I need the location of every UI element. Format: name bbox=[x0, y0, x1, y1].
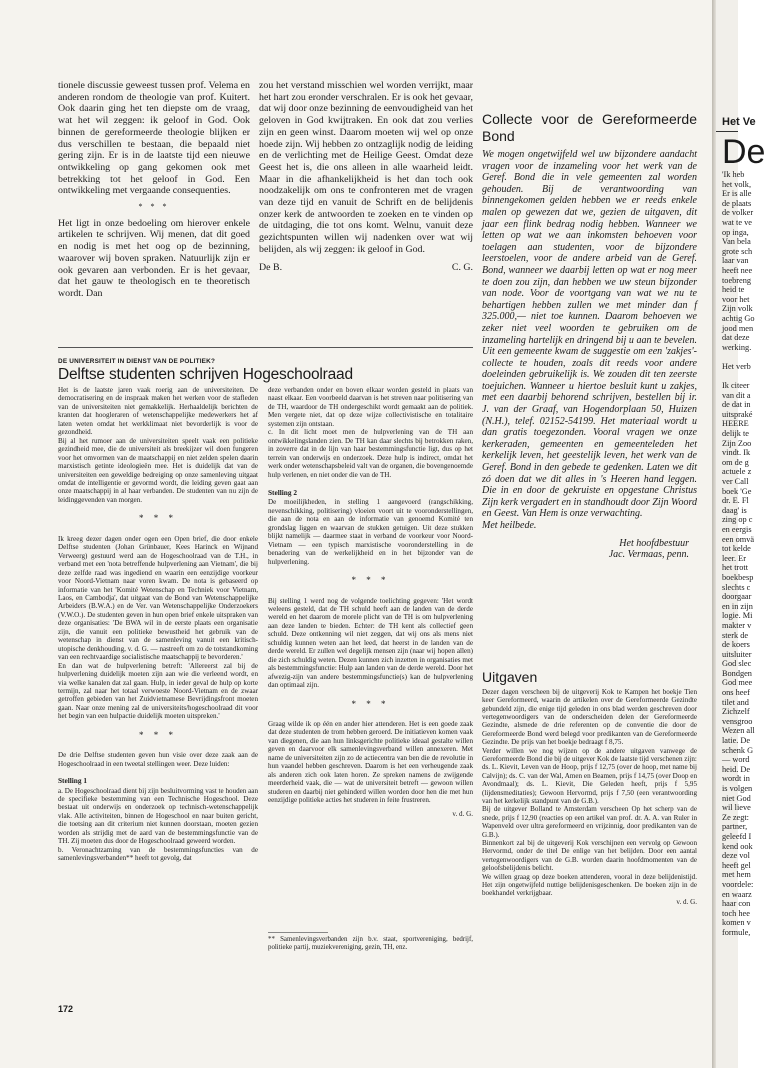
uitgaven-paragraph: Binnenkort zal bij de uitgeverij Kok verschijnen een vervolg op Gewoon Hervormd, onder de titel De enlige van het belijden. Door een aantal vertegenwoordigers van de G.B. worden daarin hoofdmomenten van de geloofsbelijdenis belicht. bbox=[482, 839, 697, 873]
right-page-line: en waarz bbox=[722, 889, 752, 899]
right-page-line: op inga, bbox=[722, 227, 749, 237]
stelling-2-text: De moeilijkheden, in stelling 1 aangevoerd (rangschikking, nevenschikking, politisering) vloeien voort uit te vooronderstellingen, die aan de nota en aan de informatie van genoemd Komité ten grondslag liggen en waarvan de stukken getuigen. Uit deze stukken blijkt namelijk — daarmee staat in verband de voorkeur voor Noord-Vietnam — een typisch marxistische vooronderstelling in de benadering van de werkelijkheid en in het bijzonder van de hulpverlening. bbox=[268, 498, 473, 566]
uitgaven-paragraph: Verder willen we nog wijzen op de andere uitgaven vanwege de Gereformeerde Bond die bij de uitgever Kok de laatste tijd verschenen zijn: bbox=[482, 746, 697, 763]
right-page-line: sterk de bbox=[722, 630, 749, 640]
right-page-line: Ze zegt: bbox=[722, 812, 749, 822]
right-page-line: kend ook bbox=[722, 841, 753, 851]
right-page-line: een omvä bbox=[722, 534, 755, 544]
article-paragraph: Bij al het rumoer aan de universiteiten speelt vaak een politieke gezindheid mee, die de universiteit als breekijzer wil doen fungeren voor het omvormen van de maatschappij en niet zelden spelen daarin marxistisch getinte ideologieën mee. Het is duidelijk dat van de universiteiten een geweldige bedreiging op onze samenleving uitgaat omdat de intelligentie er gevormd wordt, die leiding geven gaat aan onze maatschappij in al haar verbanden. De studenten van nu zijn de leidinggevenden van morgen. bbox=[58, 436, 258, 504]
right-page-line: toch hee bbox=[722, 908, 750, 918]
right-page-line: deze vol bbox=[722, 851, 750, 861]
article-paragraph: En dan wat de hulpverlening betreft: 'Allereerst zal bij de hulpverlening duidelijk moeten zijn aan wie die verleend wordt, en via welke kanalen dat zal gaan. Hulp, in ieder geval de hulp op korte termijn, zal naar het totaal verwoeste Noord-Vietnam en de zwaar getroffen gebieden van het Zuidvietnamese Bevrijdingsfront moeten gaan. Naar onze mening zal de universiteits/hogeschoolraad dit voor het begin van een hulpactie duidelijk moeten uitspreken.' bbox=[58, 661, 258, 721]
right-page-line: grote sch bbox=[722, 246, 753, 256]
article-divider bbox=[58, 347, 473, 348]
footnote-rule bbox=[268, 932, 328, 933]
right-page-line: zing op c bbox=[722, 515, 753, 525]
right-page-line: de plaats bbox=[722, 198, 752, 208]
right-page-line: het trott bbox=[722, 563, 749, 573]
article-paragraph: Graag wilde ik op één en ander hier attenderen. Het is een goede zaak dat deze studenten de trom hebben geroerd. De initiatieven komen vaak van diegenen, die aan hun linksgerichte politieke ideaal gestalte willen geven en daarvoor elk samenlevingsverband willen annexeren. Met name de universiteiten zijn zo de actiecentra van ben die de revolutie in hun vaandel hebben geschreven. Daarom is het een verheugende zaak als anderen zich ook laten horen. Ze spreken namens de zwijgende meerderheid vaak, die — wat de universiteit betreft — gewoon willen studeren en daarbij niet gehinderd willen worden door hen die met hun eenzijdige politieke acties het studeren in feite frustreren. bbox=[268, 719, 473, 805]
right-page-line: Het verb bbox=[722, 361, 751, 371]
uitgaven-title: Uitgaven bbox=[482, 669, 538, 685]
top-paragraph-2: Het ligt in onze bedoeling om hierover enkele artikelen te schrijven. Wij menen, dat dit goed en nodig is met het oog op de bezinning, waarover wij boven spraken. Natuurlijk zijn er ook gevaren aan verbonden. Er is het gevaar, dat het gauw te theologisch en te theoretisch wordt. Dan bbox=[58, 217, 250, 299]
right-page-line: uitspraké bbox=[722, 409, 753, 419]
collecte-section bbox=[482, 111, 697, 561]
uitgaven-section bbox=[482, 669, 697, 906]
right-page-line: — word bbox=[722, 755, 750, 765]
right-page-line: haar con bbox=[722, 899, 751, 909]
article-column-2 bbox=[268, 386, 473, 819]
right-page-line: heid. De bbox=[722, 764, 751, 774]
right-page-line: toebreng bbox=[722, 275, 752, 285]
stelling-2-heading: Stelling 2 bbox=[268, 487, 297, 497]
right-page-line: Zijn volk bbox=[722, 304, 753, 314]
right-page-line: Zijn Zoo bbox=[722, 438, 752, 448]
article-paragraph: c. In dit licht moet men de hulpverlening van de TH aan ontwikkelingslanden zien. De TH kan daar slechts bij betrokken raken, in zoverre dat in de lijn van haar bestemmingsfunctie ligt, dus op het terrein van onderwijs en onderzoek. Deze hulp is indirect, omdat het werk onder wetenschapsbeleid valt van de organen, die bovengenoemde hulp verlenen, en niet onder die van de TH. bbox=[268, 428, 473, 479]
right-page-line: Van bela bbox=[722, 237, 751, 247]
right-page-line: heeft nee bbox=[722, 265, 753, 275]
right-page-line bbox=[722, 352, 782, 362]
top-column-2 bbox=[259, 80, 473, 273]
right-page-line: 'Ik heb bbox=[722, 170, 745, 179]
right-page-line: wordt in bbox=[722, 774, 750, 784]
right-page-line: Er is alle bbox=[722, 189, 752, 199]
article-paragraph: deze verbanden onder en boven elkaar worden gesteld in plaats van naast elkaar. Een voorbeeld daarvan is het streven naar politisering van de TH, waardoor de TH ondergeschikt wordt gemaakt aan de politiek. Men vergete niet, dat op deze wijze collectivistische en totalitaire systemen zijn ontstaan. bbox=[268, 386, 473, 428]
right-page-line: niet God bbox=[722, 793, 751, 803]
section-divider: * * * bbox=[139, 513, 177, 524]
page-number: 172 bbox=[58, 1004, 74, 1014]
right-page-line: van dit a bbox=[722, 390, 751, 400]
right-page-line: wat te ve bbox=[722, 217, 752, 227]
right-page-line: tilet and bbox=[722, 697, 749, 707]
right-page-line: schenk G bbox=[722, 745, 754, 755]
collecte-signature bbox=[482, 538, 697, 561]
right-page-line: de dat in bbox=[722, 400, 751, 410]
article-column-1 bbox=[58, 386, 258, 863]
right-page-line: Zichzelf bbox=[722, 707, 750, 717]
right-page-line: tot kelde bbox=[722, 544, 751, 554]
right-page-line: met hem bbox=[722, 870, 751, 880]
right-page-header: Het Ve bbox=[722, 116, 756, 128]
right-page-line: jood men bbox=[722, 323, 754, 333]
right-page-line: formule, bbox=[722, 927, 751, 937]
right-page-line: heid te bbox=[722, 285, 745, 295]
right-page-line: Bondgen bbox=[722, 668, 752, 678]
collecte-title: Collecte voor de Gereformeerde Bond bbox=[482, 111, 697, 144]
section-divider: * * * bbox=[139, 729, 177, 740]
right-page-line: om de g bbox=[722, 457, 749, 467]
signature-left: De B. bbox=[259, 261, 283, 273]
right-page-line: dr. E. Fl bbox=[722, 496, 749, 506]
top-paragraph-3: zou het verstand misschien wel worden verrijkt, maar het hart zou eronder verschralen. Er is ook het gevaar, dat wij door onze bezinning de eenvoudigheid van het geloven in God kwijtraken. En ook dat zou verlies zijn en geen winst. Daarom moeten wij wel op onze hoede zijn. Wij hebben zo ontzaglijk nodig de leiding en de verlichting met de Heilige Geest. Omdat deze Geest het is, die ons alleen in alle waarheid leidt. Maar in die afhankelijkheid is het dan toch ook noodzakelijk om ons te confronteren met de vragen van deze tijd en vanuit de Schrift en de belijdenis onzer kerk de antwoorden te zoeken en te vinden op de uitdaging, die tot ons komt. Welnu, vanuit deze gezichtspunten willen wij nadenken over wat wij belijden, als wij zeggen: ik geloof in God. bbox=[259, 80, 473, 255]
right-page-rule bbox=[716, 131, 738, 132]
stelling-1-b: b. Veronachtzaming van de bestemmingsfuncties van de samenlevingsverbanden** heeft tot gevolg, dat bbox=[58, 845, 258, 863]
section-divider: * * * bbox=[351, 698, 390, 709]
uitgaven-paragraph: Bij de uitgever Bolland te Amsterdam verscheen Op het scherp van de snede, prijs f 12,90 (reacties op een artikel van prof. dr. A. A. van Ruler in Wapenveld over ultra gereformeerd en vrijzinnig, door predikanten van de G.B.). bbox=[482, 805, 697, 839]
uitgaven-paragraph: ds. L. Kievit, Leven van de Hoop, prijs f 12,75 (over de hoop, met name bij Calvijn); ds. C. van der Wal, Amen en Beamen, prijs f 14,75 (over Doop en Avondmaal); ds. L. Kievit, Die Geleden heeft, prijs f 5,95 (lijdensmeditaties); Gewoon Hervormd, prijs f 7,50 (een verantwoording van het kerkelijk standpunt van de G.B.). bbox=[482, 763, 697, 805]
right-page-line: wil lieve bbox=[722, 803, 751, 813]
right-page-line: leer. Er bbox=[722, 553, 746, 563]
top-column-1 bbox=[58, 80, 250, 300]
right-page-line: God mee bbox=[722, 678, 753, 688]
right-page-line: de koers bbox=[722, 640, 750, 650]
right-page-line: Wezen all bbox=[722, 726, 755, 736]
signature-board: Het hoofdbestuur bbox=[619, 537, 689, 549]
article-headline: Delftse studenten schrijven Hogeschoolraad bbox=[58, 366, 353, 383]
stelling-1-a: a. De Hogeschoolraad dient bij zijn besluitvorming vast te houden aan de specifieke bestemming van een Technische Hogeschool. Deze bestaat uit onderwijs en onderzoek op technisch-wetenschappelijk vlak. Alle activiteiten, binnen de Hogeschool en naar buiten gericht, die toetsing aan dit criterium niet kunnen doorstaan, moeten gezien worden als strijdig met de aard van de bestemmingsfunctie van de TH. Zij moeten dus door de Hogeschoolraad geweerd worden. bbox=[58, 786, 258, 846]
collecte-closing: Met heilbede. bbox=[482, 520, 537, 531]
uitgaven-paragraph: Dezer dagen verscheen bij de uitgeverij Kok te Kampen het boekje Tien keer Gereformeerd, waarin de artikelen over de Gereformeerde Gezindte gebundeld zijn, die enige tijd geleden in ons blad werden geschreven door vertegenwoordigers van de onderscheiden delen der Gereformeerde Gezindte, alsmede de drie referenten op de conventie die door de Gereformeerde Bond werd belegd voor predikanten van de Gereformeerde Gezindte. De prijs van het boekje bedraagt f 8,75. bbox=[482, 687, 697, 747]
right-page-line: God slec bbox=[722, 659, 752, 669]
right-page-line: het volk, bbox=[722, 179, 752, 189]
uitgaven-signature: v. d. G. bbox=[676, 897, 697, 906]
right-page-line: slechts c bbox=[722, 582, 751, 592]
article-paragraph: Ik kreeg dezer dagen onder ogen een Open brief, die door enkele Delftse studenten (Johan Grünbauer, Kees Harinck en Wijnand Verweerg) gestuurd werd aan de Hogeschoolraad van de T.H., in verband met een 'nota betreffende hulpverlening aan Vietnam', die bij deze zelfde raad was ingediend en waarin een eenzijdige voorkeur voor Noord-Vietnam naar voren kwam. De nota is gebaseerd op informatie van het 'Komité Wetenschap en Techniek voor Vietnam, Laos, en Cambodja', dat uitgaat van de Bond van Wetenschappelijke Arbeiders (B.W.A.) en de Ver. van Wetenschappelijke Onderzoekers (V.W.O.). De studenten geven in hun open brief enkele uitspraken van deze organisaties: 'De BWA wil in de eerste plaats een organisatie zijn, die vanuit een politieke bewustheid het gebruik van de wetenschap in dienst van de samenleving vanuit een kritisch-utopische denkhouding, v. d. G. — nastreeft om zo de totstandkoming van een rechtvaardige socialistische maatschappij te bevorderen.' bbox=[58, 534, 258, 662]
article-paragraph: Bij stelling 1 werd nog de volgende toelichting gegeven: 'Het wordt weleens gesteld, dat de TH schuld heeft aan de landen van de derde wereld en het daarom de morele plicht van de TH is om hulpverlening aan deze landen te bieden. Echter: de TH kent als collectief geen schuld. Deze ontkenning wil niet zeggen, dat wij ons als mens niet schuldig kunnen weten aan het leed, dat heerst in de landen van de derde wereld. Er zullen wel degelijk mensen zijn (naar wij hopen allen) die zich schuldig weten. Dezen kunnen zich inzetten in organisaties met als bestemmingsfunctie: Hulp aan landen van de derde wereld. Door het afwezig-zijn van andere bestemmingsfunctie(s) kan de hulpverlening dan optimaal zijn. bbox=[268, 596, 473, 690]
right-page-line: boek 'Ge bbox=[722, 486, 752, 496]
right-page-title: De bbox=[722, 133, 766, 171]
right-page-line bbox=[722, 371, 782, 381]
right-page-line: de volker bbox=[722, 208, 754, 218]
right-page-fragment bbox=[716, 0, 766, 1068]
article-kicker: DE UNIVERSITEIT IN DIENST VAN DE POLITIEK? bbox=[58, 358, 216, 365]
right-page-line: heeft gel bbox=[722, 860, 751, 870]
right-page-line: vindt. Ik bbox=[722, 448, 751, 458]
right-page-text bbox=[722, 170, 782, 938]
right-page-line: voordele: bbox=[722, 879, 754, 889]
right-page-line: ons heef bbox=[722, 688, 750, 698]
signature-person: Jac. Vermaas, penn. bbox=[608, 549, 689, 561]
article-signature: v. d. G. bbox=[452, 810, 473, 819]
stelling-1-heading: Stelling 1 bbox=[58, 776, 87, 786]
right-page-line: en eergis bbox=[722, 524, 752, 534]
right-page-line: daag' is bbox=[722, 505, 747, 515]
right-page-line: laar van bbox=[722, 256, 749, 266]
article-paragraph: De drie Delftse studenten geven hun visie over deze zaak aan de Hogeschoolraad in een tweetal stellingen weer. Deze luiden: bbox=[58, 751, 258, 768]
top-paragraph-1: tionele discussie geweest tussen prof. Velema en anderen rondom de theologie van prof. Kuitert. Ook daarin ging het ten diepste om de vraag, wat het wil zeggen: ik geloof in God. Ook binnen de gereformeerde theologie blijken er dus verschillen te bestaan, die bepaald niet gering zijn. Er is in de laatste tijd een nieuwe ontwikkeling op gang gekomen ook met betrekking tot het geloof in God. Een ontwikkeling met vergaande consequenties. bbox=[58, 80, 250, 197]
footnote: ** Samenlevingsverbanden zijn b.v. staat, sportvereniging, bedrijf, politieke partij, muziekvereniging, gezin, TH, enz. bbox=[268, 936, 473, 952]
right-page-line: dat deze bbox=[722, 333, 750, 343]
right-page-line: HEERE bbox=[722, 419, 749, 429]
right-page-line: vensgroo bbox=[722, 716, 753, 726]
right-page-line: is volgen bbox=[722, 784, 753, 793]
signature-right: C. G. bbox=[451, 261, 473, 273]
right-page-line: doorgaar bbox=[722, 592, 752, 602]
top-signature bbox=[259, 262, 473, 274]
collecte-body: We mogen ongetwijfeld wel uw bijzondere aandacht vragen voor de inzameling voor het werk van de Geref. Bond die in vele gemeenten zal worden gehouden. Bij de verantwoording van binnengekomen gelden hebben we er reeds enkele malen op gewezen dat we, gezien de uitgaven, dit jaar een flink bedrag nodig hebben. Wanneer we letten op wat we aan inkomsten behoeven voor toelagen aan studenten, voor de bijzondere leerstoelen, voor de andere arbeid van de Geref. Bond, wanneer we daarbij letten op wat er nog meer te doen zou zijn, dan hebben we uw steun bijzonder van node. Voor de voortgang van wat we nu te behartigen hebben zullen we met minder dan f 325.000,— niet toe kunnen. Daarom behoeven we zeker niet veel woorden te gebruiken om de inzameling hartelijk en dringend bij u aan te bevelen. Uit een gemeente kwam de suggestie om een 'zakjes'-collecte te houden, zoals dit reeds voor andere doeleinden gebruikelijk is. We zouden dit ten zeerste toejuichen. Wanneer u hiertoe besluit kunt u zakjes, met een daarbij behorend schrijven, bestellen bij ir. J. van der Graaf, van Hogendorplaan 50, Huizen (N.H.), telef. 02152-54199. Het materiaal wordt u dan gratis toegezonden. Vooral vragen we onze kerkeraden, gemeenten en gemeenteleden het kerkelijk leven, het geestelijk leven, het werk van de Geref. Bond in den gebede te gedenken. Laten we dit zó doen dat we dit alles in 's Heeren hand leggen. Die in en door de gekruiste en opgestane Christus Zijn kerk vergadert en in standhoudt door Zijn Woord en Geest. Van Hem is onze verwachting. bbox=[482, 149, 697, 520]
section-divider: * * * bbox=[138, 202, 170, 212]
right-page-line: achtig Go bbox=[722, 313, 755, 323]
right-page-line: latie. De bbox=[722, 736, 751, 746]
uitgaven-body bbox=[482, 688, 697, 907]
right-page-line: boekbesp bbox=[722, 572, 754, 582]
right-page-line: partner, bbox=[722, 822, 748, 832]
right-page-line: geleefd I bbox=[722, 831, 752, 841]
right-page-line: makter v bbox=[722, 620, 752, 630]
right-page-line: uitsluiter bbox=[722, 649, 752, 659]
right-page-line: komen v bbox=[722, 918, 751, 928]
uitgaven-paragraph: We willen graag op deze boeken attenderen, vooral in deze belijdenistijd. Het zijn ongetwijfeld nuttige belijdenisgeschenken. De boeken zijn in de boekhandel verkrijgbaar. bbox=[482, 872, 697, 898]
right-page-line: voor het bbox=[722, 294, 750, 304]
section-divider: * * * bbox=[351, 575, 390, 586]
article-paragraph: Het is de laatste jaren vaak roerig aan de universiteiten. De democratisering en de inspraak maken het werken voor de stafleden van de universiteiten niet gemakkelijk. Herhaaldelijk berichten de kranten dat hoogleraren of wetenschappelijke medewerkers het af laten weten omdat het werkklimaat niet bevorderlijk is voor de gezondheid. bbox=[58, 386, 258, 437]
right-page-line: delijk te bbox=[722, 429, 749, 439]
right-page-line: en in zijn bbox=[722, 601, 753, 611]
right-page-line: Ik citeer bbox=[722, 381, 750, 391]
right-page-line: actuele z bbox=[722, 467, 752, 477]
right-page-line: ver Call bbox=[722, 477, 749, 486]
right-page-line: werking. bbox=[722, 342, 752, 352]
right-page-line: logie. Mi bbox=[722, 611, 753, 621]
